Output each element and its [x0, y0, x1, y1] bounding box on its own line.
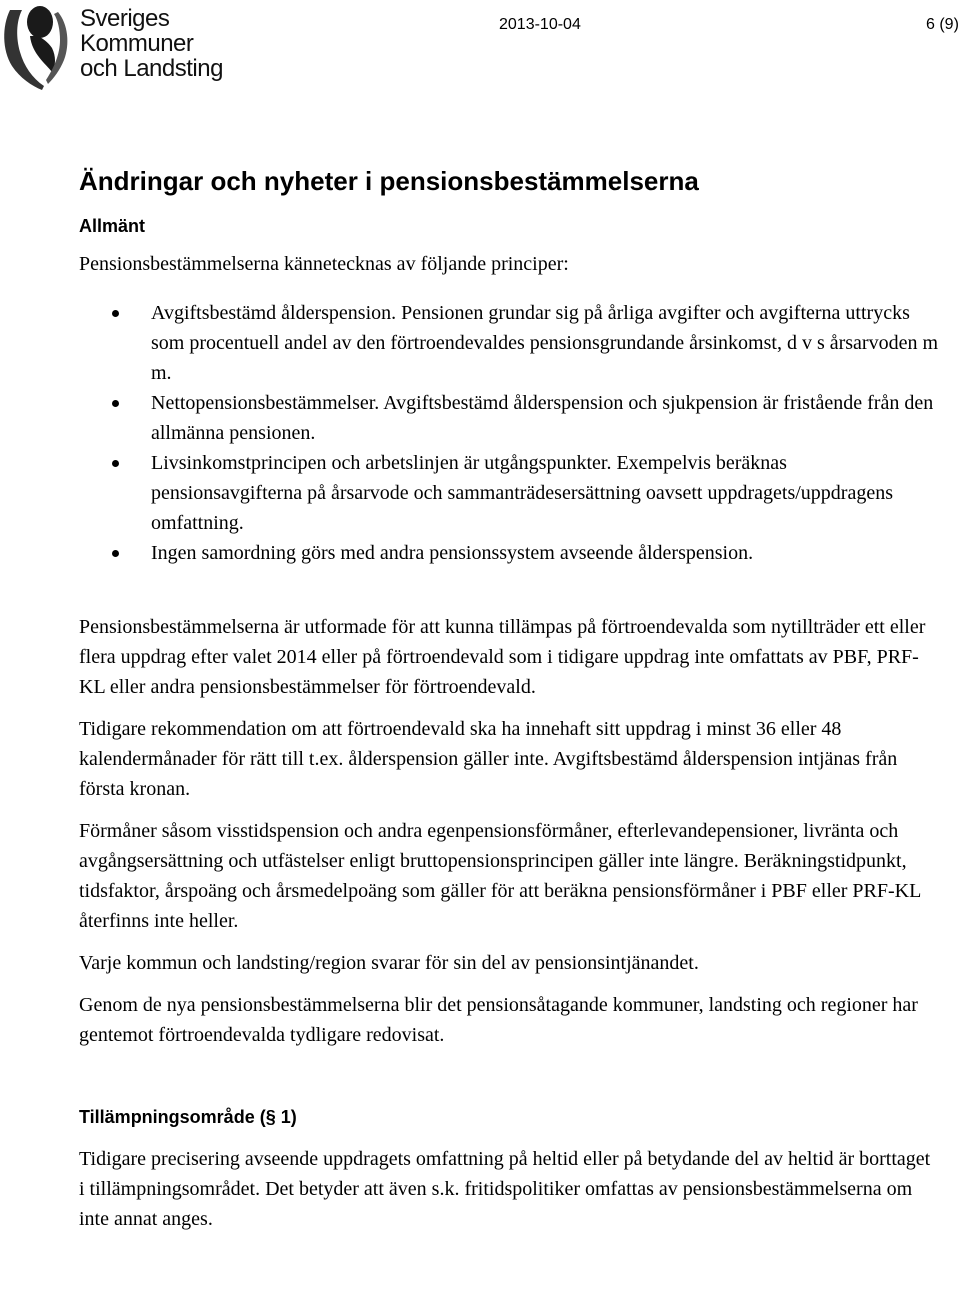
list-item: Avgiftsbestämd ålderspension. Pensionen grundar sig på årliga avgifter och avgifterna uttrycks som procentuell andel av den förtroendevaldes pensionsgrundande årsinkomst, d v s årsarvoden m m.	[79, 298, 939, 388]
logo-line-2: Kommuner	[80, 30, 194, 57]
logo-line-1: Sveriges	[80, 5, 170, 32]
logo-line-3: och Landsting	[80, 55, 223, 82]
section-heading-tillampningsomrade: Tillämpningsområde (§ 1)	[79, 1107, 297, 1127]
document-title: Ändringar och nyheter i pensionsbestämmelserna	[79, 166, 699, 196]
body-paragraph: Varje kommun och landsting/region svarar för sin del av pensionsintjänandet.	[79, 952, 699, 974]
intro-paragraph: Pensionsbestämmelserna kännetecknas av följande principer:	[79, 253, 569, 275]
body-paragraph: Tidigare rekommendation om att förtroendevald ska ha innehaft sitt uppdrag i minst 36 eller 48 kalendermånader för rätt till t.ex. ålderspension gäller inte. Avgiftsbestämd ålderspension intjänas från första kronan.	[79, 718, 898, 800]
list-item: Livsinkomstprincipen och arbetslinjen är utgångspunkter. Exempelvis beräknas pensionsavgifterna på årsarvode och sammanträdesersättning oavsett uppdragets/uppdragens omfattning.	[79, 448, 939, 538]
list-item: Ingen samordning görs med andra pensionssystem avseende ålderspension.	[79, 538, 939, 568]
section-paragraph: Tidigare precisering avseende uppdragets omfattning på heltid eller på betydande del av heltid är borttaget i tillämpningsområdet. Det betyder att även s.k. fritidspolitiker omfattas av pensionsbestämmelserna om inte annat anges.	[79, 1148, 931, 1230]
principles-list	[79, 298, 939, 568]
header-page-number: 6 (9)	[926, 16, 959, 33]
page-header	[0, 0, 960, 100]
body-paragraph: Förmåner såsom visstidspension och andra egenpensionsförmåner, efterlevandepensioner, livränta och avgångsersättning och utfästelser enligt bruttopensionsprincipen gäller inte längre. Beräkningstidpunkt, tidsfaktor, årspoäng och årsmedelpoäng som gäller för att beräkna pensionsförmåner i PBF eller PRF-KL återfinns inte heller.	[79, 820, 921, 932]
section-heading-allmant: Allmänt	[79, 216, 146, 236]
skl-logo-icon	[2, 2, 72, 92]
logo-wordmark	[80, 6, 223, 81]
body-paragraph: Pensionsbestämmelserna är utformade för att kunna tillämpas på förtroendevalda som nytillträder ett eller flera uppdrag efter valet 2014 eller på förtroendevald som i tidigare uppdrag inte omfattats av PBF, PRF-KL eller andra pensionsbestämmelser för förtroendevald.	[79, 616, 926, 698]
body-paragraph: Genom de nya pensionsbestämmelserna blir det pensionsåtagande kommuner, landsting och regioner har gentemot förtroendevalda tydligare redovisat.	[79, 994, 918, 1046]
document-body	[79, 160, 939, 1234]
list-item: Nettopensionsbestämmelser. Avgiftsbestämd ålderspension och sjukpension är fristående från den allmänna pensionen.	[79, 388, 939, 448]
header-date: 2013-10-04	[499, 16, 581, 33]
